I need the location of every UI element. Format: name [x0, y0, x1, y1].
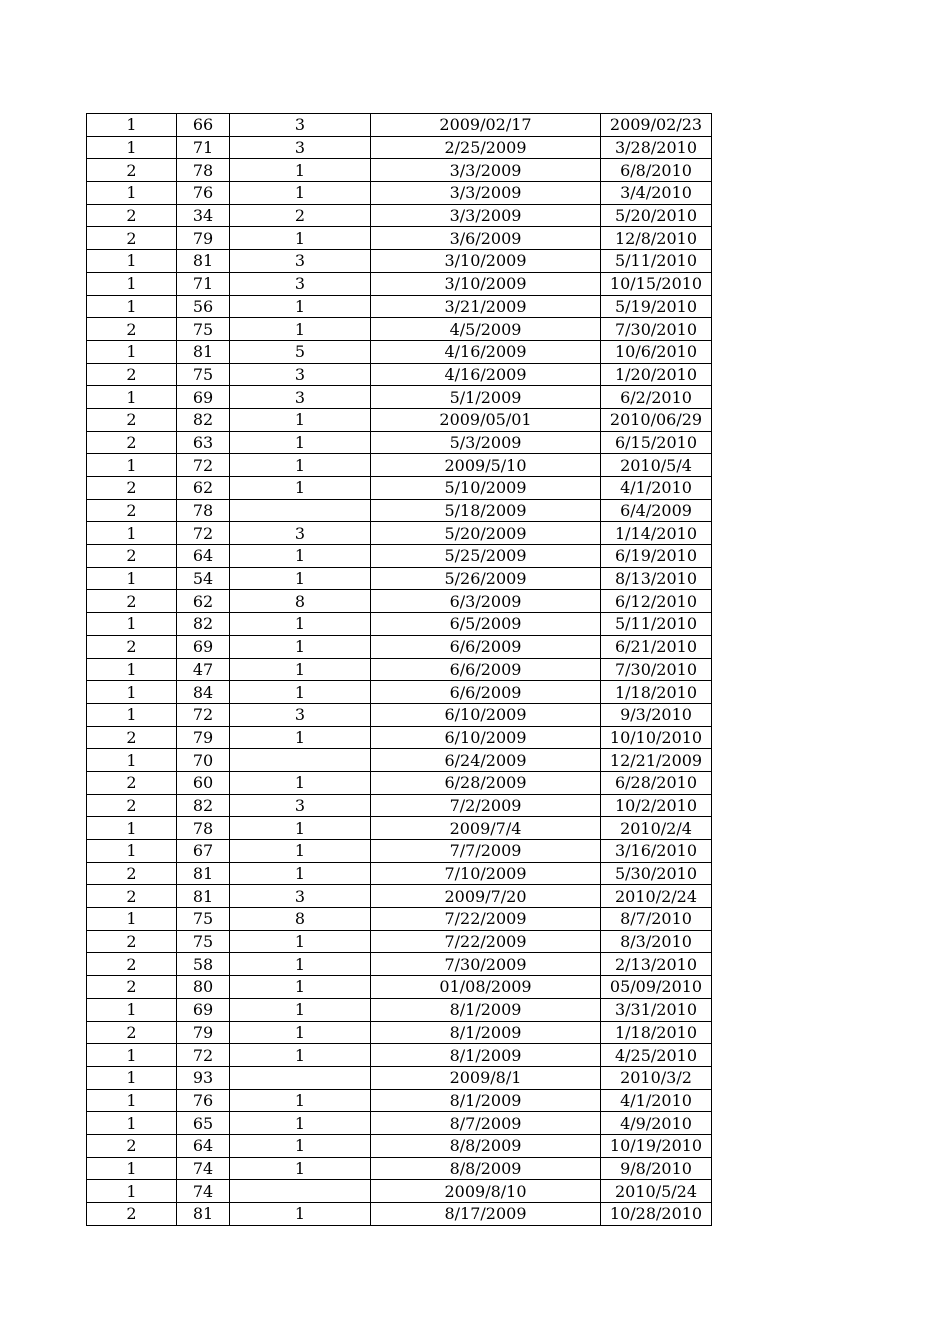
age-cell: 78: [177, 499, 230, 522]
end-date-cell: 10/6/2010: [601, 340, 712, 363]
group-cell: 2: [87, 159, 177, 182]
age-cell: 82: [177, 613, 230, 636]
end-date-cell: 2010/5/24: [601, 1180, 712, 1203]
count-cell: 1: [230, 1203, 371, 1226]
end-date-cell: 3/16/2010: [601, 840, 712, 863]
count-cell: 1: [230, 998, 371, 1021]
end-date-cell: 2010/5/4: [601, 454, 712, 477]
start-date-cell: 5/10/2009: [371, 477, 601, 500]
table-row: [87, 862, 712, 885]
table-row: [87, 613, 712, 636]
start-date-cell: 8/17/2009: [371, 1203, 601, 1226]
count-cell: [230, 1066, 371, 1089]
end-date-cell: 9/8/2010: [601, 1157, 712, 1180]
group-cell: 2: [87, 794, 177, 817]
start-date-cell: 8/1/2009: [371, 1089, 601, 1112]
start-date-cell: 5/26/2009: [371, 567, 601, 590]
start-date-cell: 5/20/2009: [371, 522, 601, 545]
table-row: [87, 318, 712, 341]
end-date-cell: 2010/2/4: [601, 817, 712, 840]
group-cell: 2: [87, 204, 177, 227]
group-cell: 1: [87, 817, 177, 840]
start-date-cell: 6/6/2009: [371, 658, 601, 681]
age-cell: 56: [177, 295, 230, 318]
age-cell: 76: [177, 182, 230, 205]
table-row: [87, 1044, 712, 1067]
group-cell: 2: [87, 1203, 177, 1226]
age-cell: 81: [177, 340, 230, 363]
group-cell: 2: [87, 885, 177, 908]
count-cell: 1: [230, 862, 371, 885]
table-row: [87, 522, 712, 545]
count-cell: 1: [230, 567, 371, 590]
count-cell: [230, 749, 371, 772]
count-cell: 1: [230, 817, 371, 840]
count-cell: 1: [230, 159, 371, 182]
age-cell: 82: [177, 794, 230, 817]
start-date-cell: 2009/5/10: [371, 454, 601, 477]
count-cell: 3: [230, 250, 371, 273]
count-cell: 3: [230, 363, 371, 386]
start-date-cell: 7/30/2009: [371, 953, 601, 976]
group-cell: 1: [87, 998, 177, 1021]
end-date-cell: 05/09/2010: [601, 976, 712, 999]
end-date-cell: 2010/2/24: [601, 885, 712, 908]
group-cell: 1: [87, 703, 177, 726]
count-cell: 1: [230, 1089, 371, 1112]
count-cell: 1: [230, 408, 371, 431]
table-row: [87, 703, 712, 726]
table-row: [87, 794, 712, 817]
count-cell: 1: [230, 726, 371, 749]
end-date-cell: 6/19/2010: [601, 545, 712, 568]
group-cell: 1: [87, 681, 177, 704]
end-date-cell: 4/25/2010: [601, 1044, 712, 1067]
group-cell: 1: [87, 658, 177, 681]
table-row: [87, 908, 712, 931]
end-date-cell: 3/31/2010: [601, 998, 712, 1021]
end-date-cell: 10/10/2010: [601, 726, 712, 749]
group-cell: 1: [87, 1044, 177, 1067]
start-date-cell: 6/6/2009: [371, 681, 601, 704]
group-cell: 2: [87, 408, 177, 431]
table-row: [87, 885, 712, 908]
count-cell: [230, 1180, 371, 1203]
group-cell: 2: [87, 318, 177, 341]
table-row: [87, 681, 712, 704]
group-cell: 2: [87, 726, 177, 749]
group-cell: 1: [87, 522, 177, 545]
start-date-cell: 7/7/2009: [371, 840, 601, 863]
end-date-cell: 3/28/2010: [601, 136, 712, 159]
start-date-cell: 7/22/2009: [371, 930, 601, 953]
group-cell: 1: [87, 340, 177, 363]
end-date-cell: 5/30/2010: [601, 862, 712, 885]
table-row: [87, 454, 712, 477]
count-cell: 3: [230, 522, 371, 545]
age-cell: 72: [177, 522, 230, 545]
start-date-cell: 2009/02/17: [371, 114, 601, 137]
age-cell: 93: [177, 1066, 230, 1089]
group-cell: 1: [87, 1157, 177, 1180]
end-date-cell: 10/28/2010: [601, 1203, 712, 1226]
end-date-cell: 1/20/2010: [601, 363, 712, 386]
start-date-cell: 3/21/2009: [371, 295, 601, 318]
count-cell: 1: [230, 431, 371, 454]
count-cell: 1: [230, 477, 371, 500]
start-date-cell: 01/08/2009: [371, 976, 601, 999]
age-cell: 75: [177, 318, 230, 341]
start-date-cell: 2009/8/1: [371, 1066, 601, 1089]
start-date-cell: 2009/05/01: [371, 408, 601, 431]
count-cell: 1: [230, 635, 371, 658]
age-cell: 71: [177, 136, 230, 159]
age-cell: 69: [177, 635, 230, 658]
table-row: [87, 749, 712, 772]
end-date-cell: 2/13/2010: [601, 953, 712, 976]
table-row: [87, 159, 712, 182]
age-cell: 65: [177, 1112, 230, 1135]
table-row: [87, 590, 712, 613]
table-row: [87, 953, 712, 976]
table-row: [87, 726, 712, 749]
age-cell: 34: [177, 204, 230, 227]
age-cell: 67: [177, 840, 230, 863]
count-cell: 1: [230, 976, 371, 999]
count-cell: [230, 499, 371, 522]
end-date-cell: 5/20/2010: [601, 204, 712, 227]
table-row: [87, 114, 712, 137]
table-row: [87, 182, 712, 205]
group-cell: 1: [87, 1180, 177, 1203]
start-date-cell: 5/3/2009: [371, 431, 601, 454]
count-cell: 3: [230, 885, 371, 908]
count-cell: 3: [230, 794, 371, 817]
table-row: [87, 635, 712, 658]
table-row: [87, 250, 712, 273]
start-date-cell: 6/6/2009: [371, 635, 601, 658]
group-cell: 2: [87, 1021, 177, 1044]
end-date-cell: 6/28/2010: [601, 771, 712, 794]
end-date-cell: 5/11/2010: [601, 250, 712, 273]
end-date-cell: 6/12/2010: [601, 590, 712, 613]
age-cell: 74: [177, 1180, 230, 1203]
start-date-cell: 2009/7/20: [371, 885, 601, 908]
age-cell: 75: [177, 908, 230, 931]
table-row: [87, 930, 712, 953]
count-cell: 1: [230, 545, 371, 568]
age-cell: 80: [177, 976, 230, 999]
start-date-cell: 8/1/2009: [371, 998, 601, 1021]
count-cell: 1: [230, 953, 371, 976]
table-row: [87, 477, 712, 500]
age-cell: 84: [177, 681, 230, 704]
group-cell: 2: [87, 590, 177, 613]
table-row: [87, 363, 712, 386]
end-date-cell: 6/8/2010: [601, 159, 712, 182]
count-cell: 1: [230, 318, 371, 341]
count-cell: 3: [230, 703, 371, 726]
start-date-cell: 6/5/2009: [371, 613, 601, 636]
group-cell: 1: [87, 1066, 177, 1089]
table-row: [87, 1134, 712, 1157]
start-date-cell: 4/5/2009: [371, 318, 601, 341]
group-cell: 1: [87, 250, 177, 273]
data-table: [86, 113, 712, 1226]
group-cell: 2: [87, 976, 177, 999]
table-row: [87, 1021, 712, 1044]
table-row: [87, 340, 712, 363]
count-cell: 1: [230, 930, 371, 953]
end-date-cell: 7/30/2010: [601, 658, 712, 681]
count-cell: 1: [230, 1044, 371, 1067]
start-date-cell: 6/3/2009: [371, 590, 601, 613]
group-cell: 1: [87, 567, 177, 590]
age-cell: 71: [177, 272, 230, 295]
end-date-cell: 6/15/2010: [601, 431, 712, 454]
end-date-cell: 5/11/2010: [601, 613, 712, 636]
start-date-cell: 6/10/2009: [371, 703, 601, 726]
start-date-cell: 6/10/2009: [371, 726, 601, 749]
age-cell: 81: [177, 250, 230, 273]
end-date-cell: 1/14/2010: [601, 522, 712, 545]
start-date-cell: 3/6/2009: [371, 227, 601, 250]
group-cell: 2: [87, 227, 177, 250]
end-date-cell: 2010/06/29: [601, 408, 712, 431]
group-cell: 1: [87, 454, 177, 477]
start-date-cell: 3/3/2009: [371, 159, 601, 182]
end-date-cell: 4/9/2010: [601, 1112, 712, 1135]
start-date-cell: 5/25/2009: [371, 545, 601, 568]
group-cell: 1: [87, 182, 177, 205]
table-row: [87, 499, 712, 522]
count-cell: 1: [230, 1134, 371, 1157]
table-row: [87, 1157, 712, 1180]
end-date-cell: 12/8/2010: [601, 227, 712, 250]
group-cell: 2: [87, 363, 177, 386]
start-date-cell: 5/1/2009: [371, 386, 601, 409]
count-cell: 1: [230, 1157, 371, 1180]
end-date-cell: 6/21/2010: [601, 635, 712, 658]
end-date-cell: 6/2/2010: [601, 386, 712, 409]
age-cell: 82: [177, 408, 230, 431]
group-cell: 1: [87, 386, 177, 409]
age-cell: 81: [177, 862, 230, 885]
count-cell: 1: [230, 1021, 371, 1044]
count-cell: 1: [230, 681, 371, 704]
group-cell: 2: [87, 953, 177, 976]
start-date-cell: 3/3/2009: [371, 204, 601, 227]
count-cell: 8: [230, 908, 371, 931]
table-row: [87, 817, 712, 840]
age-cell: 72: [177, 703, 230, 726]
end-date-cell: 5/19/2010: [601, 295, 712, 318]
end-date-cell: 9/3/2010: [601, 703, 712, 726]
group-cell: 1: [87, 272, 177, 295]
age-cell: 70: [177, 749, 230, 772]
table-row: [87, 408, 712, 431]
group-cell: 2: [87, 431, 177, 454]
end-date-cell: 10/15/2010: [601, 272, 712, 295]
group-cell: 1: [87, 613, 177, 636]
count-cell: 1: [230, 771, 371, 794]
age-cell: 63: [177, 431, 230, 454]
table-row: [87, 386, 712, 409]
start-date-cell: 4/16/2009: [371, 340, 601, 363]
count-cell: 1: [230, 454, 371, 477]
table-row: [87, 227, 712, 250]
end-date-cell: 4/1/2010: [601, 477, 712, 500]
count-cell: 3: [230, 114, 371, 137]
table-row: [87, 1089, 712, 1112]
end-date-cell: 10/19/2010: [601, 1134, 712, 1157]
end-date-cell: 8/3/2010: [601, 930, 712, 953]
group-cell: 2: [87, 545, 177, 568]
start-date-cell: 8/1/2009: [371, 1021, 601, 1044]
end-date-cell: 2009/02/23: [601, 114, 712, 137]
count-cell: 3: [230, 272, 371, 295]
age-cell: 79: [177, 1021, 230, 1044]
count-cell: 1: [230, 182, 371, 205]
age-cell: 60: [177, 771, 230, 794]
end-date-cell: 6/4/2009: [601, 499, 712, 522]
start-date-cell: 3/10/2009: [371, 250, 601, 273]
age-cell: 72: [177, 1044, 230, 1067]
count-cell: 2: [230, 204, 371, 227]
end-date-cell: 7/30/2010: [601, 318, 712, 341]
count-cell: 1: [230, 227, 371, 250]
count-cell: 8: [230, 590, 371, 613]
age-cell: 64: [177, 545, 230, 568]
age-cell: 81: [177, 1203, 230, 1226]
group-cell: 1: [87, 136, 177, 159]
table-body: [87, 114, 712, 1226]
start-date-cell: 8/8/2009: [371, 1157, 601, 1180]
start-date-cell: 3/3/2009: [371, 182, 601, 205]
group-cell: 2: [87, 1134, 177, 1157]
start-date-cell: 4/16/2009: [371, 363, 601, 386]
age-cell: 66: [177, 114, 230, 137]
count-cell: 3: [230, 136, 371, 159]
group-cell: 2: [87, 771, 177, 794]
table-row: [87, 1203, 712, 1226]
age-cell: 64: [177, 1134, 230, 1157]
age-cell: 54: [177, 567, 230, 590]
age-cell: 75: [177, 930, 230, 953]
age-cell: 78: [177, 159, 230, 182]
group-cell: 1: [87, 114, 177, 137]
count-cell: 1: [230, 613, 371, 636]
age-cell: 72: [177, 454, 230, 477]
start-date-cell: 7/22/2009: [371, 908, 601, 931]
end-date-cell: 8/13/2010: [601, 567, 712, 590]
group-cell: 2: [87, 477, 177, 500]
end-date-cell: 1/18/2010: [601, 681, 712, 704]
end-date-cell: 10/2/2010: [601, 794, 712, 817]
table-row: [87, 545, 712, 568]
table-row: [87, 840, 712, 863]
start-date-cell: 2009/8/10: [371, 1180, 601, 1203]
age-cell: 69: [177, 386, 230, 409]
table-row: [87, 1180, 712, 1203]
age-cell: 81: [177, 885, 230, 908]
group-cell: 2: [87, 499, 177, 522]
count-cell: 1: [230, 840, 371, 863]
table-row: [87, 1112, 712, 1135]
table-row: [87, 295, 712, 318]
table-row: [87, 771, 712, 794]
start-date-cell: 7/2/2009: [371, 794, 601, 817]
group-cell: 1: [87, 908, 177, 931]
age-cell: 78: [177, 817, 230, 840]
end-date-cell: 4/1/2010: [601, 1089, 712, 1112]
count-cell: 3: [230, 386, 371, 409]
table-row: [87, 136, 712, 159]
end-date-cell: 8/7/2010: [601, 908, 712, 931]
group-cell: 1: [87, 840, 177, 863]
age-cell: 47: [177, 658, 230, 681]
start-date-cell: 8/7/2009: [371, 1112, 601, 1135]
start-date-cell: 6/24/2009: [371, 749, 601, 772]
table-row: [87, 976, 712, 999]
end-date-cell: 3/4/2010: [601, 182, 712, 205]
table-row: [87, 1066, 712, 1089]
table-row: [87, 658, 712, 681]
table-row: [87, 567, 712, 590]
start-date-cell: 5/18/2009: [371, 499, 601, 522]
age-cell: 69: [177, 998, 230, 1021]
age-cell: 79: [177, 227, 230, 250]
table-row: [87, 272, 712, 295]
count-cell: 1: [230, 658, 371, 681]
end-date-cell: 12/21/2009: [601, 749, 712, 772]
start-date-cell: 8/8/2009: [371, 1134, 601, 1157]
count-cell: 1: [230, 295, 371, 318]
age-cell: 58: [177, 953, 230, 976]
start-date-cell: 2/25/2009: [371, 136, 601, 159]
age-cell: 74: [177, 1157, 230, 1180]
age-cell: 62: [177, 477, 230, 500]
group-cell: 2: [87, 862, 177, 885]
end-date-cell: 2010/3/2: [601, 1066, 712, 1089]
table-row: [87, 998, 712, 1021]
count-cell: 1: [230, 1112, 371, 1135]
age-cell: 76: [177, 1089, 230, 1112]
group-cell: 2: [87, 930, 177, 953]
start-date-cell: 8/1/2009: [371, 1044, 601, 1067]
group-cell: 1: [87, 1089, 177, 1112]
age-cell: 79: [177, 726, 230, 749]
end-date-cell: 1/18/2010: [601, 1021, 712, 1044]
start-date-cell: 6/28/2009: [371, 771, 601, 794]
age-cell: 62: [177, 590, 230, 613]
table-row: [87, 431, 712, 454]
table-row: [87, 204, 712, 227]
group-cell: 1: [87, 1112, 177, 1135]
group-cell: 1: [87, 295, 177, 318]
start-date-cell: 3/10/2009: [371, 272, 601, 295]
age-cell: 75: [177, 363, 230, 386]
group-cell: 1: [87, 749, 177, 772]
start-date-cell: 2009/7/4: [371, 817, 601, 840]
group-cell: 2: [87, 635, 177, 658]
start-date-cell: 7/10/2009: [371, 862, 601, 885]
count-cell: 5: [230, 340, 371, 363]
